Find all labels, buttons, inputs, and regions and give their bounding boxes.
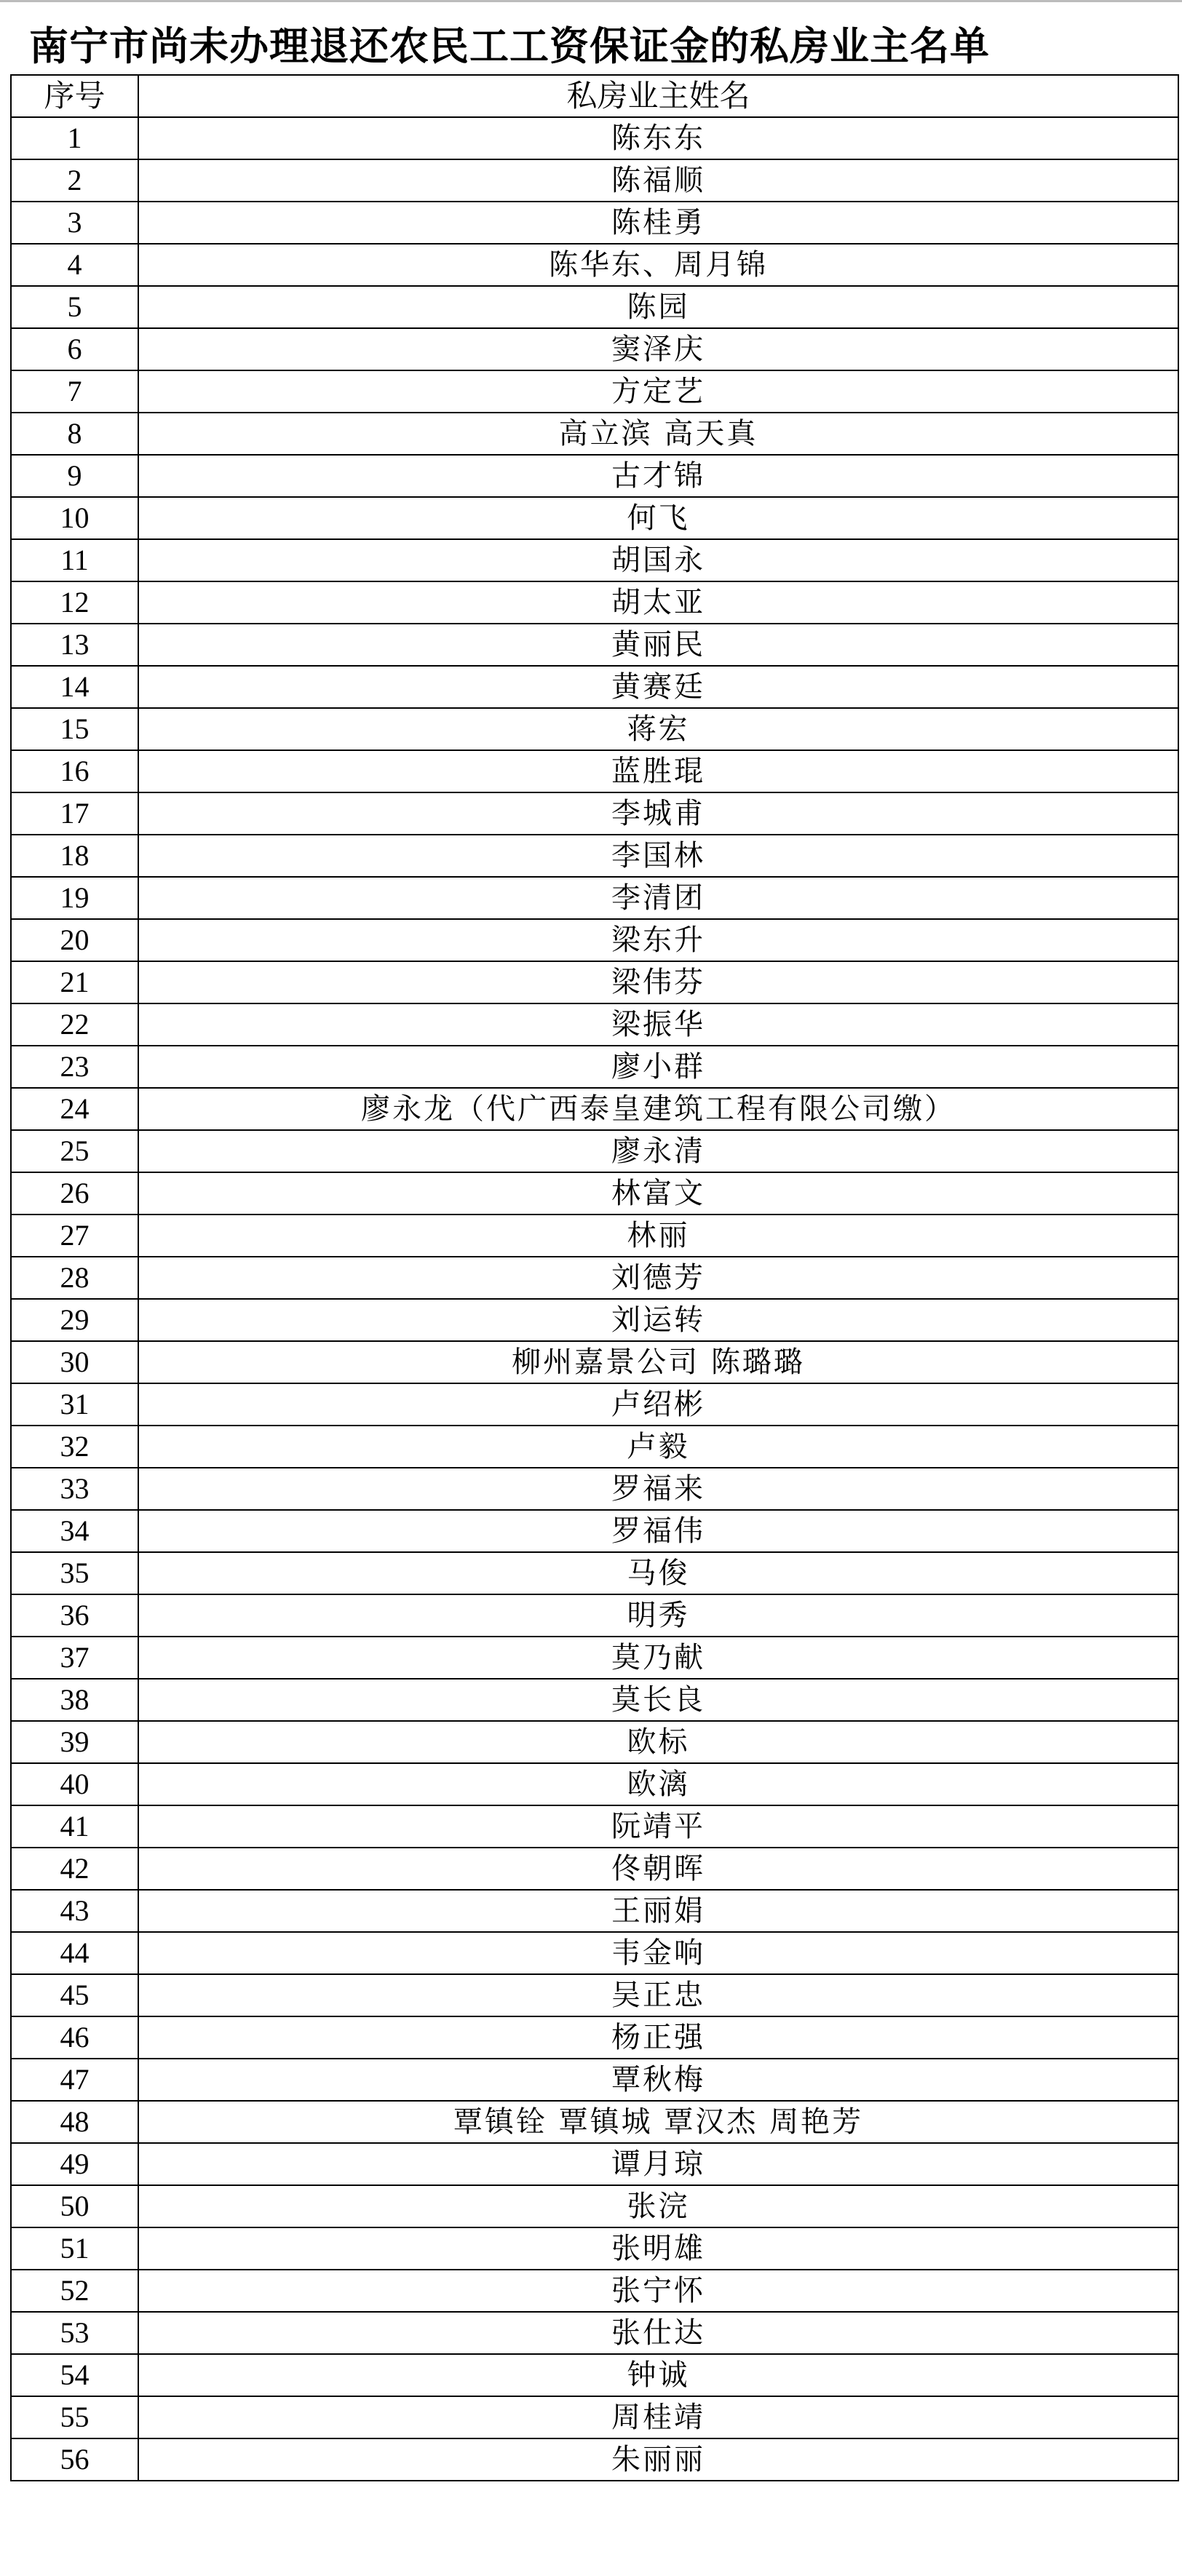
owner-name-cell[interactable]: 明秀 [138,1594,1178,1637]
owner-name-cell[interactable]: 陈桂勇 [138,202,1178,244]
row-number-cell[interactable]: 27 [11,1215,138,1257]
row-number-cell[interactable]: 9 [11,455,138,497]
row-number-cell[interactable]: 52 [11,2270,138,2312]
table-row [11,413,1178,455]
row-number-cell[interactable]: 7 [11,370,138,413]
owner-name-cell[interactable]: 廖小群 [138,1046,1178,1088]
table-row [11,1721,1178,1763]
table-row [11,877,1178,919]
row-number-cell[interactable]: 50 [11,2185,138,2227]
row-number-cell[interactable]: 23 [11,1046,138,1088]
table-row [11,1974,1178,2016]
owner-name-cell[interactable]: 古才锦 [138,455,1178,497]
table-row [11,2016,1178,2059]
owner-name-cell[interactable]: 卢毅 [138,1426,1178,1468]
row-number-cell[interactable]: 49 [11,2143,138,2185]
table-row [11,919,1178,961]
row-number-cell[interactable]: 31 [11,1383,138,1426]
header-row [11,75,1178,117]
row-number-cell[interactable]: 48 [11,2101,138,2143]
owner-name-cell[interactable]: 张明雄 [138,2227,1178,2270]
table-row [11,1763,1178,1805]
column-header-name[interactable]: 私房业主姓名 [138,75,1178,117]
column-header-no[interactable]: 序号 [11,75,138,117]
owner-name-cell[interactable]: 李城甫 [138,792,1178,835]
page-title: 南宁市尚未办理退还农民工工资保证金的私房业主名单 [29,23,990,69]
table-row [11,159,1178,202]
owner-name-cell[interactable]: 莫长良 [138,1679,1178,1721]
row-number-cell[interactable]: 40 [11,1763,138,1805]
row-number-cell[interactable]: 13 [11,624,138,666]
row-number-cell[interactable]: 26 [11,1172,138,1215]
row-number-cell[interactable]: 45 [11,1974,138,2016]
row-number-cell[interactable]: 30 [11,1341,138,1383]
row-number-cell[interactable]: 17 [11,792,138,835]
table-row [11,244,1178,286]
owner-name-cell[interactable]: 陈华东、周月锦 [138,244,1178,286]
row-number-cell[interactable]: 4 [11,244,138,286]
owner-name-cell[interactable]: 张仕达 [138,2312,1178,2354]
table-row [11,1468,1178,1510]
owner-name-cell[interactable]: 林富文 [138,1172,1178,1215]
owner-name-cell[interactable]: 马俊 [138,1552,1178,1594]
owner-name-cell[interactable]: 梁东升 [138,919,1178,961]
table-row [11,455,1178,497]
row-number-cell[interactable]: 33 [11,1468,138,1510]
owner-name-cell[interactable]: 刘德芳 [138,1257,1178,1299]
table-row [11,202,1178,244]
owner-name-cell[interactable]: 黄丽民 [138,624,1178,666]
table-row [11,2059,1178,2101]
owner-name-cell[interactable]: 佟朝晖 [138,1848,1178,1890]
owner-name-cell[interactable]: 钟诚 [138,2354,1178,2396]
table-row [11,1299,1178,1341]
table-row [11,1510,1178,1552]
owner-name-cell[interactable]: 廖永清 [138,1130,1178,1172]
table-row [11,835,1178,877]
title-row [0,0,1182,73]
owner-name-cell[interactable]: 蒋宏 [138,708,1178,750]
row-number-cell[interactable]: 35 [11,1552,138,1594]
row-number-cell[interactable]: 24 [11,1088,138,1130]
row-number-cell[interactable]: 46 [11,2016,138,2059]
table-row [11,1890,1178,1932]
row-number-cell[interactable]: 53 [11,2312,138,2354]
table-row [11,1594,1178,1637]
table-row [11,2396,1178,2438]
owner-name-cell[interactable]: 罗福来 [138,1468,1178,1510]
table-row [11,286,1178,328]
owner-name-cell[interactable]: 廖永龙（代广西泰皇建筑工程有限公司缴） [138,1088,1178,1130]
row-number-cell[interactable]: 47 [11,2059,138,2101]
row-number-cell[interactable]: 44 [11,1932,138,1974]
table-row [11,708,1178,750]
row-number-cell[interactable]: 28 [11,1257,138,1299]
table-row [11,2185,1178,2227]
table-row [11,2101,1178,2143]
row-number-cell[interactable]: 11 [11,539,138,581]
owner-name-cell[interactable]: 杨正强 [138,2016,1178,2059]
owner-name-cell[interactable]: 梁振华 [138,1003,1178,1046]
owner-table [10,74,1179,2481]
table-row [11,1679,1178,1721]
owner-name-cell[interactable]: 韦金响 [138,1932,1178,1974]
table-row [11,1805,1178,1848]
row-number-cell[interactable]: 41 [11,1805,138,1848]
owner-name-cell[interactable]: 柳州嘉景公司 陈璐璐 [138,1341,1178,1383]
table-row [11,2227,1178,2270]
owner-name-cell[interactable]: 方定艺 [138,370,1178,413]
table-row [11,328,1178,370]
row-number-cell[interactable]: 1 [11,117,138,159]
owner-name-cell[interactable]: 胡国永 [138,539,1178,581]
table-row [11,1848,1178,1890]
owner-name-cell[interactable]: 胡太亚 [138,581,1178,624]
row-number-cell[interactable]: 22 [11,1003,138,1046]
owner-name-cell[interactable]: 覃镇铨 覃镇城 覃汉杰 周艳芳 [138,2101,1178,2143]
owner-name-cell[interactable]: 陈园 [138,286,1178,328]
row-number-cell[interactable]: 42 [11,1848,138,1890]
table-row [11,1637,1178,1679]
owner-name-cell[interactable]: 刘运转 [138,1299,1178,1341]
table-row [11,666,1178,708]
table-row [11,2354,1178,2396]
table-row [11,117,1178,159]
row-number-cell[interactable]: 12 [11,581,138,624]
row-number-cell[interactable]: 32 [11,1426,138,1468]
row-number-cell[interactable]: 14 [11,666,138,708]
owner-name-cell[interactable]: 何飞 [138,497,1178,539]
table-row [11,750,1178,792]
table-row [11,1215,1178,1257]
owner-name-cell[interactable]: 李清团 [138,877,1178,919]
row-number-cell[interactable]: 5 [11,286,138,328]
owner-name-cell[interactable]: 吴正忠 [138,1974,1178,2016]
row-number-cell[interactable]: 36 [11,1594,138,1637]
table-row [11,1426,1178,1468]
row-number-cell[interactable]: 2 [11,159,138,202]
table-row [11,2438,1178,2481]
row-number-cell[interactable]: 18 [11,835,138,877]
owner-name-cell[interactable]: 王丽娟 [138,1890,1178,1932]
owner-name-cell[interactable]: 陈福顺 [138,159,1178,202]
owner-name-cell[interactable]: 林丽 [138,1215,1178,1257]
table-row [11,961,1178,1003]
owner-name-cell[interactable]: 谭月琼 [138,2143,1178,2185]
row-number-cell[interactable]: 43 [11,1890,138,1932]
table-body [11,117,1178,2481]
table-row [11,497,1178,539]
owner-name-cell[interactable]: 陈东东 [138,117,1178,159]
row-number-cell[interactable]: 21 [11,961,138,1003]
owner-name-cell[interactable]: 欧漓 [138,1763,1178,1805]
owner-name-cell[interactable]: 张宁怀 [138,2270,1178,2312]
row-number-cell[interactable]: 8 [11,413,138,455]
row-number-cell[interactable]: 34 [11,1510,138,1552]
row-number-cell[interactable]: 25 [11,1130,138,1172]
table-row [11,1172,1178,1215]
row-number-cell[interactable]: 38 [11,1679,138,1721]
table-row [11,1552,1178,1594]
row-number-cell[interactable]: 39 [11,1721,138,1763]
table-row [11,1003,1178,1046]
owner-name-cell[interactable]: 覃秋梅 [138,2059,1178,2101]
owner-name-cell[interactable]: 黄赛廷 [138,666,1178,708]
owner-name-cell[interactable]: 阮靖平 [138,1805,1178,1848]
table-row [11,539,1178,581]
owner-name-cell[interactable]: 高立滨 高天真 [138,413,1178,455]
table-row [11,1088,1178,1130]
table-row [11,792,1178,835]
owner-name-cell[interactable]: 蓝胜琨 [138,750,1178,792]
owner-name-cell[interactable]: 窦泽庆 [138,328,1178,370]
owner-name-cell[interactable]: 欧标 [138,1721,1178,1763]
row-number-cell[interactable]: 19 [11,877,138,919]
row-number-cell[interactable]: 54 [11,2354,138,2396]
table-row [11,1046,1178,1088]
row-number-cell[interactable]: 51 [11,2227,138,2270]
owner-name-cell[interactable]: 李国林 [138,835,1178,877]
row-number-cell[interactable]: 6 [11,328,138,370]
owner-name-cell[interactable]: 朱丽丽 [138,2438,1178,2481]
row-number-cell[interactable]: 29 [11,1299,138,1341]
table-row [11,1130,1178,1172]
table-row [11,624,1178,666]
row-number-cell[interactable]: 56 [11,2438,138,2481]
table-row [11,581,1178,624]
row-number-cell[interactable]: 16 [11,750,138,792]
row-number-cell[interactable]: 37 [11,1637,138,1679]
table-row [11,1932,1178,1974]
table-row [11,1257,1178,1299]
table-row [11,2270,1178,2312]
owner-name-cell[interactable]: 周桂靖 [138,2396,1178,2438]
owner-name-cell[interactable]: 张浣 [138,2185,1178,2227]
row-number-cell[interactable]: 20 [11,919,138,961]
table-row [11,2143,1178,2185]
owner-name-cell[interactable]: 莫乃献 [138,1637,1178,1679]
row-number-cell[interactable]: 3 [11,202,138,244]
table-row [11,1341,1178,1383]
row-number-cell[interactable]: 10 [11,497,138,539]
owner-name-cell[interactable]: 梁伟芬 [138,961,1178,1003]
owner-name-cell[interactable]: 罗福伟 [138,1510,1178,1552]
row-number-cell[interactable]: 55 [11,2396,138,2438]
table-row [11,2312,1178,2354]
table-row [11,370,1178,413]
owner-name-cell[interactable]: 卢绍彬 [138,1383,1178,1426]
table-row [11,1383,1178,1426]
row-number-cell[interactable]: 15 [11,708,138,750]
